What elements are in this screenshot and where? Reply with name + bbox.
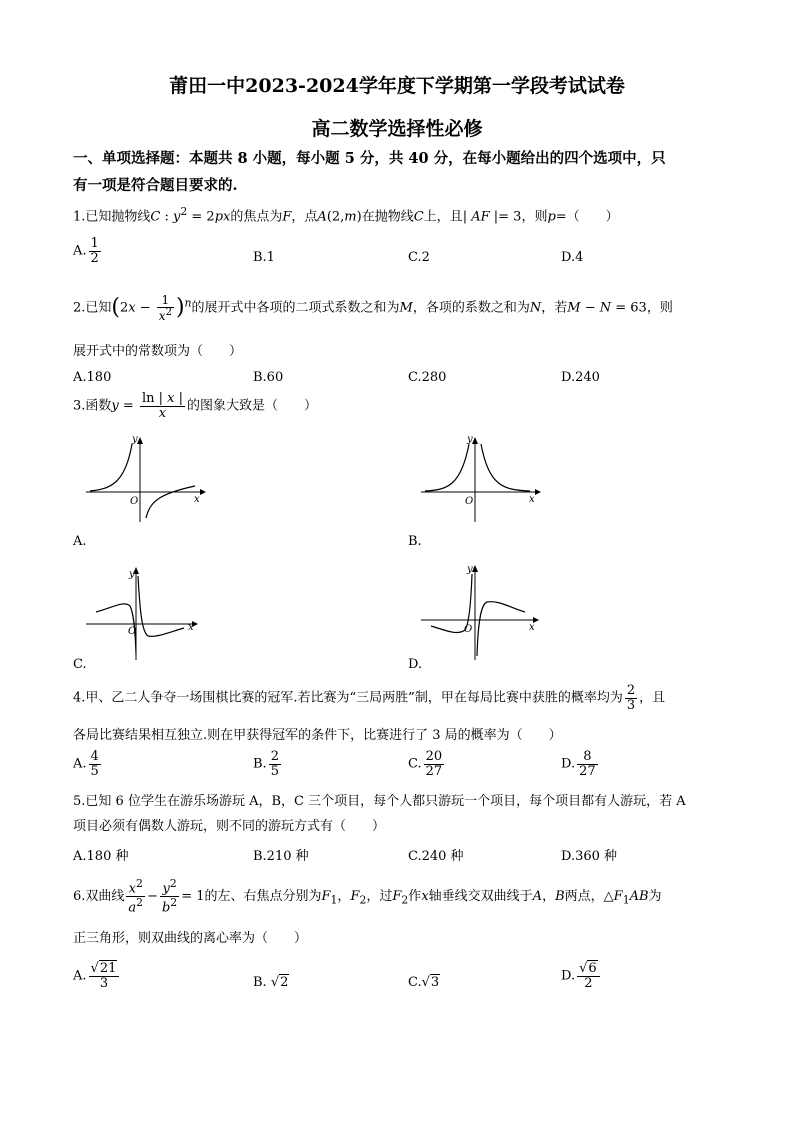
section-heading-line1: 一、单项选择题：本题共 8 小题，每小题 5 分，共 40 分，在每小题给出的四个选项中，只 (73, 150, 666, 167)
graph-a-y-label: y (132, 434, 138, 445)
q4-option-b: B. $\frac{2}{5}$ (253, 749, 279, 779)
question-4-line1: 4.甲、乙二人争夺一场围棋比赛的冠军.若比赛为“三局两胜”制，甲在每局比赛中获胜的概率均为 $\frac{2}{3}$ ，且 (73, 683, 666, 713)
question-6-line1: 6.双曲线 $\frac{x^2}{a^2}$ − $\frac{y^2}{b^2}$ = 1的左、右焦点分别为$F_1$，$F_2$，过$F_2$作x轴垂线交双曲线于A，B两点，$\triangle F_1AB$为 (73, 877, 662, 916)
question-2-line2: 展开式中的常数项为（ ） (73, 344, 243, 359)
q3-label-a: A. (73, 534, 87, 549)
graph-c (80, 562, 210, 662)
graph-b-origin: O (465, 496, 474, 507)
q3-label-b: B. (408, 534, 422, 549)
q6-option-d: D. $\frac{√6}{2}$ (561, 962, 602, 990)
question-3: 3.函数y = $\frac{\ln | x |}{x}$ 的图象大致是（ ） (73, 391, 317, 421)
q1-option-c: C.2 (408, 250, 430, 265)
question-4-line2: 各局比赛结果相互独立.则在甲获得冠军的条件下，比赛进行了 3 局的概率为（ ） (73, 728, 562, 743)
q1-option-b: B.1 (253, 250, 275, 265)
graph-c-y-label: y (129, 569, 135, 580)
q6-option-c: C.√3 (408, 975, 440, 990)
graph-a-origin: O (130, 496, 139, 507)
graph-a-x-label: x (194, 494, 200, 505)
graph-c-x-label: x (188, 622, 194, 633)
q1-option-d: D.4 (561, 250, 584, 265)
section-heading-line2: 有一项是符合题目要求的. (73, 177, 238, 194)
q4-option-c: C. $\frac{20}{27}$ (408, 749, 443, 779)
question-6-line2: 正三角形，则双曲线的离心率为（ ） (73, 931, 308, 946)
q2-option-c: C.280 (408, 370, 447, 385)
graph-d (415, 562, 545, 662)
graph-b-y-label: y (467, 434, 473, 445)
q6-option-a: A. $\frac{√21}{3}$ (73, 962, 121, 990)
q5-option-c: C.240 种 (408, 849, 464, 864)
question-5-line1: 5.已知 6 位学生在游乐场游玩 A，B，C 三个项目，每个人都只游玩一个项目，每个项目都有人游玩，若 A (73, 794, 686, 809)
q6-option-b: B. √2 (253, 975, 289, 990)
graph-b-x-label: x (529, 494, 535, 505)
page-title: 莆田一中2023-2024学年度下学期第一学段考试试卷 (169, 75, 625, 97)
question-5-line2: 项目必须有偶数人游玩，则不同的游玩方式有（ ） (73, 819, 386, 834)
q3-label-c: C. (73, 657, 87, 672)
q2-option-a: A.180 (73, 370, 112, 385)
q2-option-b: B.60 (253, 370, 284, 385)
q5-option-a: A.180 种 (73, 849, 129, 864)
q1-option-a: A. $\frac{1}{2}$ (73, 236, 99, 266)
q2-option-d: D.240 (561, 370, 600, 385)
graph-d-origin: O (464, 624, 473, 635)
q5-option-d: D.360 种 (561, 849, 618, 864)
question-2-line1: 2.已知(2x − $\frac{1}{x^2}$ )$^n$的展开式中各项的二项式系数之和为M，各项的系数之和为N，若M − N = 63，则 (73, 293, 673, 323)
q5-option-b: B.210 种 (253, 849, 309, 864)
page-subtitle: 高二数学选择性必修 (311, 118, 483, 140)
graph-c-origin: O (128, 626, 137, 637)
question-1: 1.已知抛物线C : $y^2 = 2px$的焦点为F，点A(2,m)在抛物线C上，且| AF |= 3，则p=（ ） (73, 205, 619, 225)
graph-a (80, 434, 210, 524)
graph-d-y-label: y (467, 564, 473, 575)
graph-d-x-label: x (529, 622, 535, 633)
q4-option-a: A. $\frac{4}{5}$ (73, 749, 99, 779)
q4-option-d: D. $\frac{8}{27}$ (561, 749, 596, 779)
q3-label-d: D. (408, 657, 423, 672)
graph-b (415, 434, 545, 524)
